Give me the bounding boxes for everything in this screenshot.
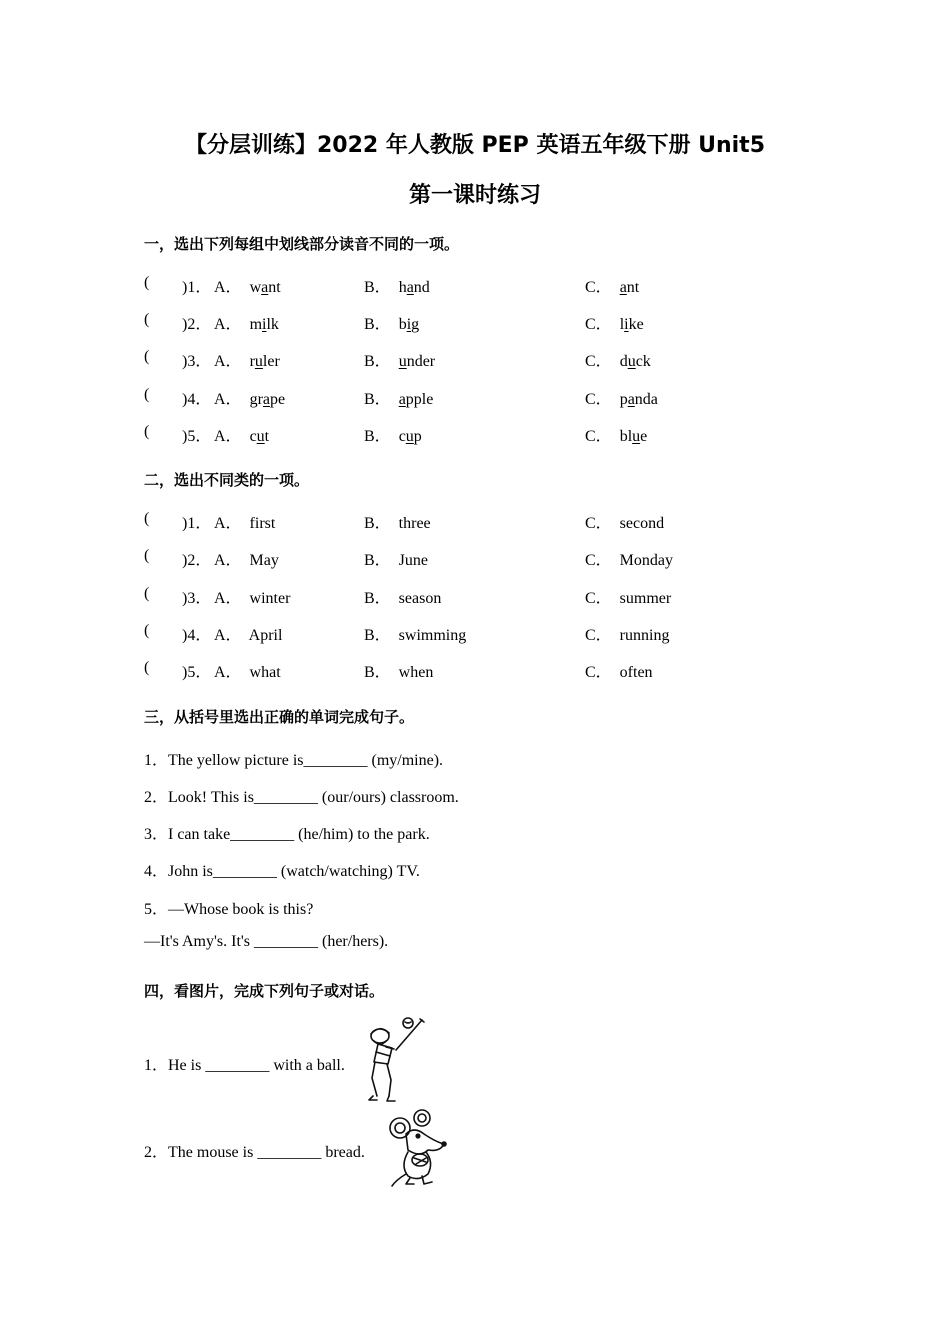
word-part: lk [266,316,279,333]
underlined-letters: i [624,316,629,333]
option-label: A． [214,279,242,296]
option-b: B． season [364,590,442,607]
option-a: A． first [214,515,276,532]
underlined-letters: a [627,391,635,408]
answer-bracket[interactable]: ( [144,510,150,527]
answer-bracket[interactable]: ( [144,311,150,328]
section-4-heading: 四，看图片，完成下列句子或对话。 [144,982,385,1000]
question-number: )4． [182,627,212,644]
option-a [214,311,279,334]
option-label: A． [214,353,242,370]
answer-bracket[interactable]: ( [144,622,150,639]
option-label: C． [585,316,612,333]
answer-bracket[interactable]: ( [144,423,150,440]
option-a: A． winter [214,590,291,607]
underlined-letters: a [619,279,627,296]
option-c [585,348,651,371]
option-c [585,386,658,409]
option-label: C． [585,391,612,408]
section-1-question-row [144,423,844,447]
word-part: ke [628,316,644,333]
section-2-question-row [144,510,844,534]
section-3-item-2: 2．Look! This is________ (our/ours) classroom. [144,789,459,806]
underlined-letters: a [406,279,414,296]
section-3-item-5-question: 5．—Whose book is this? [144,901,314,918]
option-label: B． [364,316,391,333]
section-1-question-row [144,348,844,372]
word-part: bl [619,428,633,445]
word-part: e [640,428,648,445]
word-part: m [249,316,263,333]
option-b: B． three [364,515,431,532]
underlined-letters: u [405,428,414,445]
mouse-eating-bread-image [380,1108,450,1188]
option-label: C． [585,279,612,296]
option-a: A． what [214,664,281,681]
section-3-item-1: 1．The yellow picture is________ (my/mine). [144,752,444,769]
section-3-item-3: 3．I can take________ (he/him) to the park. [144,826,430,843]
answer-bracket[interactable]: ( [144,585,150,602]
section-1-heading: 一，选出下列每组中划线部分读音不同的一项。 [144,235,460,253]
underlined-letters: i [406,316,412,333]
option-a [214,423,269,446]
answer-bracket[interactable]: ( [144,386,150,403]
word-part: t [264,428,270,445]
underlined-letters: u [627,353,636,370]
word-part: nd [413,279,430,296]
underlined-letters: u [256,428,265,445]
underlined-letters: a [262,391,270,408]
option-a: A． May [214,552,279,569]
question-number: )5． [182,428,212,445]
question-number: )3． [182,590,212,607]
option-b: B． when [364,664,434,681]
baseball-player-image [360,1014,430,1110]
section-1-question-row [144,311,844,335]
option-b: B． swimming [364,627,467,644]
underlined-letters: u [254,353,263,370]
answer-bracket[interactable]: ( [144,659,150,676]
option-c: C． often [585,664,653,681]
answer-bracket[interactable]: ( [144,348,150,365]
option-b [364,348,435,371]
section-2-question-row [144,659,844,683]
option-b [364,311,419,334]
word-part: h [398,279,407,296]
option-label: B． [364,428,391,445]
question-number: )3． [182,353,212,370]
title-line-2: 第一课时练习 [408,183,541,208]
question-number: )1． [182,279,212,296]
word-part: nt [268,279,281,296]
word-part: nt [626,279,640,296]
word-part: ck [635,353,651,370]
word-part: c [398,428,406,445]
word-part: nda [634,391,658,408]
option-a [214,274,281,297]
section-4-item-2: 2．The mouse is ________ bread. [144,1144,365,1161]
word-part: ler [262,353,280,370]
option-a [214,386,285,409]
word-part: p [413,428,422,445]
word-part: w [249,279,262,296]
question-number: )1． [182,515,212,532]
answer-bracket[interactable]: ( [144,274,150,291]
option-c [585,311,644,334]
option-label: B． [364,391,391,408]
question-number: )5． [182,664,212,681]
word-part: r [249,353,255,370]
title-line-1: 【分层训练】2022 年人教版 PEP 英语五年级下册 Unit5 [184,133,766,158]
word-part: nder [406,353,436,370]
option-label: B． [364,279,391,296]
section-2-question-row [144,547,844,571]
option-b [364,386,433,409]
word-part: gr [249,391,263,408]
section-1-question-row [144,274,844,298]
option-b [364,423,422,446]
option-b: B． June [364,552,429,569]
option-label: B． [364,353,391,370]
underlined-letters: i [262,316,267,333]
word-part: b [398,316,407,333]
option-c: C． running [585,627,670,644]
question-number: )2． [182,316,212,333]
section-2-question-row [144,585,844,609]
option-label: A． [214,391,242,408]
word-part: c [249,428,257,445]
section-4-item-1: 1．He is ________ with a ball. [144,1057,345,1074]
option-a [214,348,280,371]
underlined-letters: a [261,279,269,296]
option-label: A． [214,428,242,445]
section-2-heading: 二，选出不同类的一项。 [144,471,310,489]
section-3-item-4: 4．John is________ (watch/watching) TV. [144,863,420,880]
word-part: d [619,353,628,370]
option-c [585,423,647,446]
section-3-item-5-answer: —It's Amy's. It's ________ (her/hers). [144,933,389,950]
section-3-heading: 三，从括号里选出正确的单词完成句子。 [144,708,415,726]
option-label: A． [214,316,242,333]
underlined-letters: u [632,428,641,445]
answer-bracket[interactable]: ( [144,547,150,564]
option-c: C． second [585,515,665,532]
option-c: C． Monday [585,552,674,569]
word-part: pe [270,391,286,408]
option-b [364,274,430,297]
word-part: g [411,316,420,333]
word-part: p [619,391,628,408]
option-label: C． [585,428,612,445]
option-c [585,274,639,297]
word-part: l [619,316,625,333]
option-c: C． summer [585,590,672,607]
word-part: pple [405,391,434,408]
option-a: A． April [214,627,283,644]
question-number: )4． [182,391,212,408]
option-label: C． [585,353,612,370]
underlined-letters: a [398,391,406,408]
underlined-letters: u [398,353,407,370]
section-2-question-row [144,622,844,646]
question-number: )2． [182,552,212,569]
section-1-question-row [144,386,844,410]
